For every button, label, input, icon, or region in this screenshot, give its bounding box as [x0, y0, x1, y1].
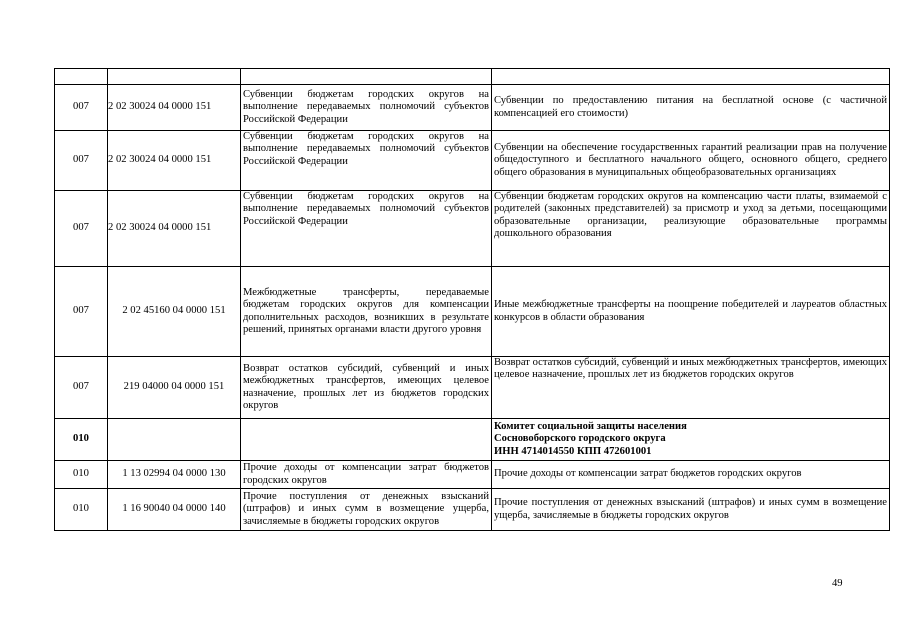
revenue-description-cell: Субвенции на обеспечение государственных гарантий реализации прав на получение общедоступного и бесплатного начального общего, основного общего, среднего общего образования в муниципальных общеобразовательных организациях	[492, 131, 890, 191]
revenue-description-cell: Иные межбюджетные трансферты на поощрение победителей и лауреатов областных конкурсов в области образования	[492, 267, 890, 357]
budget-code-cell: 2 02 30024 04 0000 151	[108, 191, 241, 267]
budget-code-cell: 1 13 02994 04 0000 130	[108, 461, 241, 489]
revenue-code-table	[54, 68, 890, 531]
administrator-name-line: Комитет социальной защиты населения	[494, 420, 687, 432]
admin-code-cell: 007	[55, 85, 108, 131]
budget-code-name-cell	[241, 419, 492, 461]
table-row	[55, 85, 890, 131]
table-row	[55, 267, 890, 357]
budget-code-name-cell: Субвенции бюджетам городских округов на выполнение передаваемых полномочий субъектов Российской Федерации	[241, 191, 492, 267]
budget-code-name-cell: Субвенции бюджетам городских округов на выполнение передаваемых полномочий субъектов Российской Федерации	[241, 85, 492, 131]
table-row	[55, 357, 890, 419]
admin-code-cell	[55, 69, 108, 85]
page-number: 49	[832, 578, 843, 589]
administrator-name-line: Сосновоборского городского округа	[494, 433, 666, 445]
administrator-tax-ids-line: ИНН 4714014550 КПП 472601001	[494, 445, 652, 457]
revenue-description-cell: Субвенции по предоставлению питания на бесплатной основе (с частичной компенсацией его стоимости)	[492, 85, 890, 131]
table-row	[55, 69, 890, 85]
revenue-description-cell: Прочие доходы от компенсации затрат бюджетов городских округов	[492, 461, 890, 489]
table-row	[55, 191, 890, 267]
budget-code-cell: 1 16 90040 04 0000 140	[108, 489, 241, 531]
budget-code-name-cell	[241, 69, 492, 85]
admin-code-cell: 007	[55, 191, 108, 267]
table-row	[55, 461, 890, 489]
budget-code-name-cell: Межбюджетные трансферты, передаваемые бюджетам городских округов для компенсации дополнительных расходов, возникших в результате решений, принятых органами власти другого уровня	[241, 267, 492, 357]
table-row	[55, 419, 890, 461]
admin-code-cell: 007	[55, 357, 108, 419]
administrator-name-cell	[492, 419, 890, 461]
revenue-description-cell: Прочие поступления от денежных взысканий (штрафов) и иных сумм в возмещение ущерба, зачисляемые в бюджеты городских округов	[492, 489, 890, 531]
revenue-description-cell	[492, 69, 890, 85]
table-row	[55, 131, 890, 191]
revenue-description-cell: Возврат остатков субсидий, субвенций и иных межбюджетных трансфертов, имеющих целевое назначение, прошлых лет из бюджетов городских округов	[492, 357, 890, 419]
budget-code-name-cell: Субвенции бюджетам городских округов на выполнение передаваемых полномочий субъектов Российской Федерации	[241, 131, 492, 191]
budget-code-cell: 219 04000 04 0000 151	[108, 357, 241, 419]
revenue-description-cell: Субвенции бюджетам городских округов на компенсацию части платы, взимаемой с родителей (законных представителей) за присмотр и уход за детьми, посещающими образовательные организации, реализующие образовательные программы дошкольного образования	[492, 191, 890, 267]
budget-code-cell: 2 02 30024 04 0000 151	[108, 131, 241, 191]
budget-code-name-cell: Прочие доходы от компенсации затрат бюджетов городских округов	[241, 461, 492, 489]
budget-code-cell: 2 02 30024 04 0000 151	[108, 85, 241, 131]
admin-code-cell: 007	[55, 131, 108, 191]
admin-code-cell: 010	[55, 419, 108, 461]
admin-code-cell: 010	[55, 461, 108, 489]
table-row	[55, 489, 890, 531]
budget-code-cell: 2 02 45160 04 0000 151	[108, 267, 241, 357]
budget-code-name-cell: Возврат остатков субсидий, субвенций и иных межбюджетных трансфертов, имеющих целевое назначение, прошлых лет из бюджетов городских округов	[241, 357, 492, 419]
admin-code-cell: 010	[55, 489, 108, 531]
budget-code-cell	[108, 69, 241, 85]
budget-code-name-cell: Прочие поступления от денежных взысканий (штрафов) и иных сумм в возмещение ущерба, зачисляемые в бюджеты городских округов	[241, 489, 492, 531]
budget-code-cell	[108, 419, 241, 461]
admin-code-cell: 007	[55, 267, 108, 357]
